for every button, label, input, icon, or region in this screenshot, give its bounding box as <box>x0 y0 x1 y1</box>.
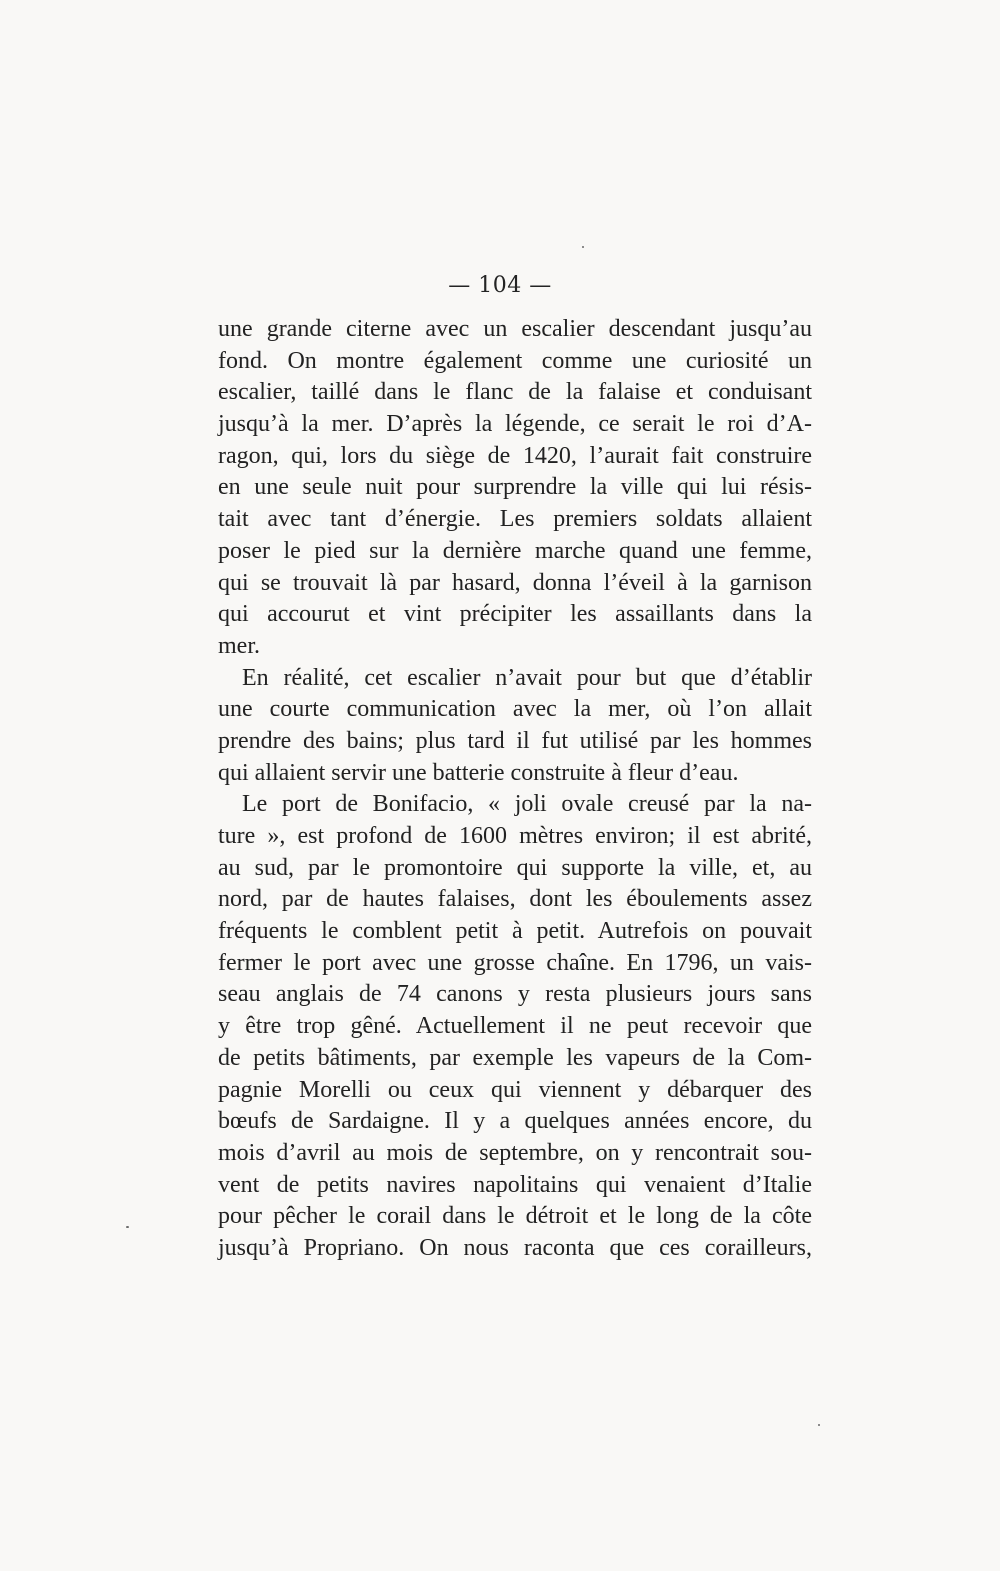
text-line: bœufs de Sardaigne. Il y a quelques années encore, du <box>218 1108 812 1135</box>
text-line: fermer le port avec une grosse chaîne. En 1796, un vais- <box>218 949 812 976</box>
text-line: qui allaient servir une batterie construite à fleur d’eau. <box>218 759 739 786</box>
text-line: nord, par de hautes falaises, dont les éboulements assez <box>218 886 812 913</box>
text-line: poser le pied sur la dernière marche quand une femme, <box>218 537 812 564</box>
paper-speck <box>126 1226 129 1228</box>
text-line: jusqu’à Propriano. On nous raconta que ces corailleurs, <box>218 1234 812 1261</box>
paper-speck <box>818 1424 820 1426</box>
text-line: prendre des bains; plus tard il fut utilisé par les hommes <box>218 727 812 754</box>
text-line: pour pêcher le corail dans le détroit et le long de la côte <box>218 1203 812 1230</box>
text-line: escalier, taillé dans le flanc de la falaise et conduisant <box>218 379 812 406</box>
text-line: au sud, par le promontoire qui supporte la ville, et, au <box>218 854 812 881</box>
text-line: ragon, qui, lors du siège de 1420, l’aurait fait construire <box>218 442 812 469</box>
text-line: Le port de Bonifacio, « joli ovale creusé par la na- <box>242 791 812 818</box>
text-line: qui accourut et vint précipiter les assaillants dans la <box>218 601 812 628</box>
text-line: vent de petits navires napolitains qui venaient d’Italie <box>218 1171 812 1198</box>
text-line: fond. On montre également comme une curiosité un <box>218 347 812 374</box>
text-line: pagnie Morelli ou ceux qui viennent y débarquer des <box>218 1076 812 1103</box>
text-line: qui se trouvait là par hasard, donna l’éveil à la garnison <box>218 569 812 596</box>
text-line: mois d’avril au mois de septembre, on y rencontrait sou- <box>218 1139 812 1166</box>
text-line: une grande citerne avec un escalier descendant jusqu’au <box>218 316 812 342</box>
text-line: une courte communication avec la mer, où l’on allait <box>218 696 812 723</box>
text-line: mer. <box>218 632 260 659</box>
text-line: tait avec tant d’énergie. Les premiers soldats allaient <box>218 506 812 533</box>
text-line: fréquents le comblent petit à petit. Autrefois on pouvait <box>218 918 812 945</box>
page-number: — 104 — <box>448 273 552 298</box>
body-text <box>218 314 812 1265</box>
text-line: ture », est profond de 1600 mètres environ; il est abrité, <box>218 823 812 849</box>
text-line: y être trop gêné. Actuellement il ne peut recevoir que <box>218 1013 812 1040</box>
text-line: en une seule nuit pour surprendre la ville qui lui résis- <box>218 474 812 501</box>
text-line: de petits bâtiments, par exemple les vapeurs de la Com- <box>218 1044 812 1071</box>
text-line: En réalité, cet escalier n’avait pour but que d’établir <box>242 664 812 691</box>
paper-speck <box>582 246 584 248</box>
text-line: seau anglais de 74 canons y resta plusieurs jours sans <box>218 981 812 1008</box>
text-line: jusqu’à la mer. D’après la légende, ce serait le roi d’A- <box>218 411 812 438</box>
